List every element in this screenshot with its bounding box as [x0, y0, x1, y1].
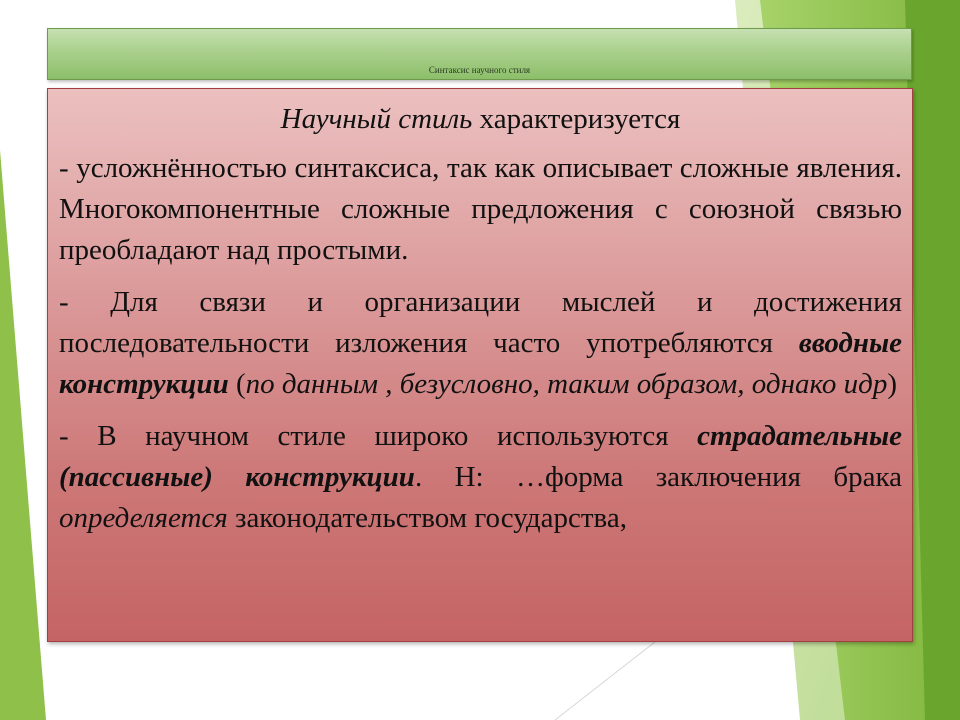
paragraph-3-emphasis: страдательные (пассивные) конструкции [59, 420, 902, 493]
heading-italic: Научный стиль [280, 103, 473, 135]
paragraph-2-part2: ( [228, 368, 246, 400]
paragraph-2-examples: по данным , безусловно, таким образом, однако идр [245, 368, 888, 400]
paragraph-1 [59, 148, 902, 271]
paragraph-3-italic-verb: определяется [59, 502, 228, 534]
title-bar [47, 28, 912, 80]
slide-title: Синтаксис научного стиля [428, 65, 531, 75]
paragraph-3 [59, 416, 902, 539]
left-green-stripe [0, 150, 46, 720]
paragraph-2-part3: ) [887, 368, 898, 400]
paragraph-3-part3: законодательством государства, [227, 502, 627, 534]
paragraph-3-part2: . Н: …форма заключения брака [414, 461, 902, 493]
content-heading [59, 99, 902, 140]
paragraph-1-text: - усложнённостью синтаксиса, так как описывает сложные явления. Многокомпонентные сложные предложения с союзной связью преобладают над простыми. [59, 152, 902, 266]
paragraph-2 [59, 282, 902, 405]
paragraph-2-emphasis: вводные конструкции [59, 327, 902, 400]
paragraph-2-part1: - Для связи и организации мыслей и достижения последовательности изложения часто употребляются [59, 286, 902, 359]
content-box [47, 88, 913, 642]
paragraph-3-part1: - В научном стиле широко используются [59, 420, 698, 452]
heading-rest: характеризуется [472, 103, 681, 135]
